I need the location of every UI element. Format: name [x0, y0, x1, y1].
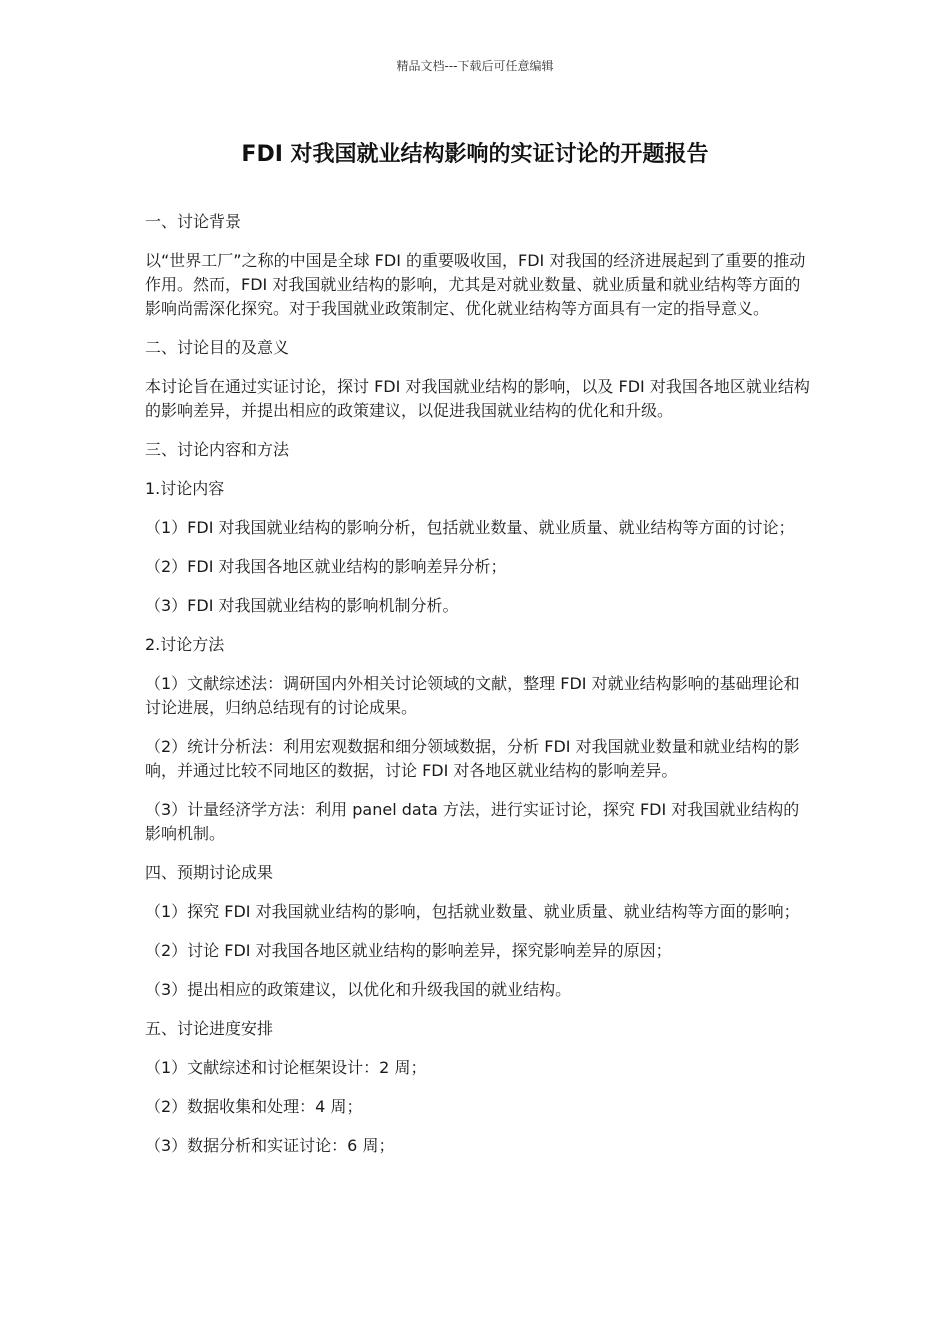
- header-note: 精品文档---下载后可任意编辑: [396, 59, 554, 73]
- method-item-2: （2）统计分析法：利用宏观数据和细分领域数据，分析 FDI 对我国就业数量和就业结构的影响，并通过比较不同地区的数据，讨论 FDI 对各地区就业结构的影响差异。: [145, 737, 800, 780]
- result-item-2: （2）讨论 FDI 对我国各地区就业结构的影响差异，探究影响差异的原因；: [145, 941, 672, 960]
- schedule-item-1: （1）文献综述和讨论框架设计：2 周；: [145, 1058, 427, 1077]
- document-title: FDI 对我国就业结构影响的实证讨论的开题报告: [241, 142, 709, 167]
- section-heading-schedule: 五、讨论进度安排: [145, 1019, 274, 1038]
- content-item-2: （2）FDI 对我国各地区就业结构的影响差异分析；: [145, 557, 507, 576]
- subheading-content: 1.讨论内容: [145, 479, 225, 498]
- schedule-item-2: （2）数据收集和处理：4 周；: [145, 1097, 363, 1116]
- section-heading-purpose: 二、讨论目的及意义: [145, 338, 290, 357]
- section-heading-background: 一、讨论背景: [145, 212, 242, 231]
- document-body: [145, 210, 810, 1173]
- method-item-3: （3）计量经济学方法：利用 panel data 方法，进行实证讨论，探究 FDI 对我国就业结构的影响机制。: [145, 800, 800, 843]
- section-heading-expected-results: 四、预期讨论成果: [145, 863, 274, 882]
- background-paragraph: 以“世界工厂”之称的中国是全球 FDI 的重要吸收国，FDI 对我国的经济进展起到了重要的推动作用。然而，FDI 对我国就业结构的影响，尤其是对就业数量、就业质量和就业结构等方面的影响尚需深化探究。对于我国就业政策制定、优化就业结构等方面具有一定的指导意义。: [145, 251, 806, 318]
- result-item-1: （1）探究 FDI 对我国就业结构的影响，包括就业数量、就业质量、就业结构等方面的影响；: [145, 902, 800, 921]
- section-heading-content-methods: 三、讨论内容和方法: [145, 440, 290, 459]
- content-item-1: （1）FDI 对我国就业结构的影响分析，包括就业数量、就业质量、就业结构等方面的讨论；: [145, 518, 795, 537]
- content-item-3: （3）FDI 对我国就业结构的影响机制分析。: [145, 596, 459, 615]
- schedule-item-3: （3）数据分析和实证讨论：6 周；: [145, 1136, 395, 1155]
- subheading-methods: 2.讨论方法: [145, 635, 225, 654]
- method-item-1: （1）文献综述法：调研国内外相关讨论领域的文献，整理 FDI 对就业结构影响的基础理论和讨论进展，归纳总结现有的讨论成果。: [145, 674, 800, 717]
- result-item-3: （3）提出相应的政策建议，以优化和升级我国的就业结构。: [145, 980, 572, 999]
- purpose-paragraph: 本讨论旨在通过实证讨论，探讨 FDI 对我国就业结构的影响，以及 FDI 对我国各地区就业结构的影响差异，并提出相应的政策建议，以促进我国就业结构的优化和升级。: [145, 377, 810, 420]
